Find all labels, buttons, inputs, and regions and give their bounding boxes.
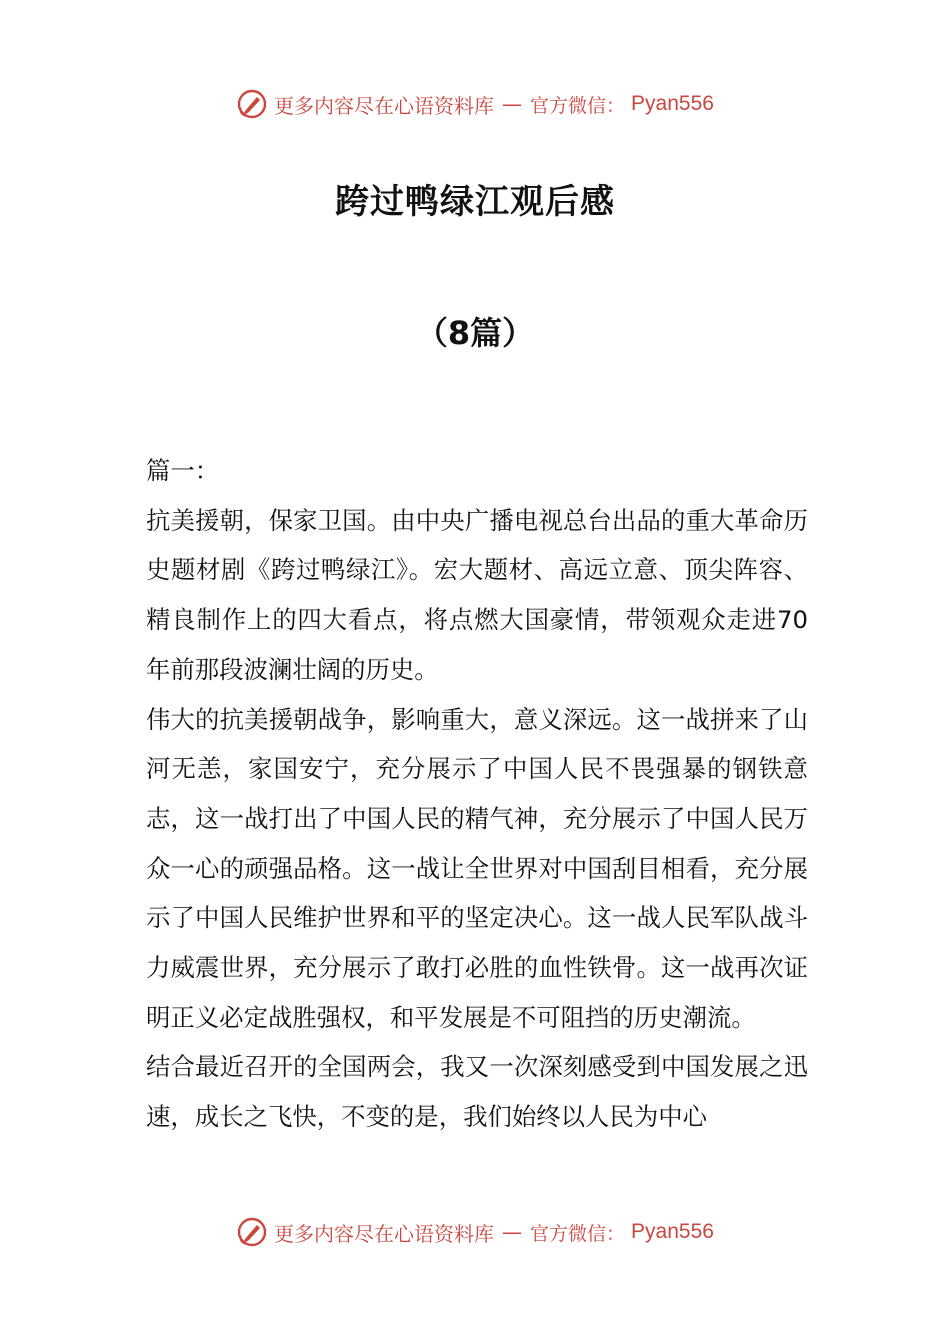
pen-logo-icon bbox=[236, 88, 268, 120]
promo-dash: — bbox=[502, 1220, 523, 1244]
document-title: 跨过鸭绿江观后感 bbox=[335, 182, 615, 222]
account-label: 官方微信： bbox=[530, 1222, 626, 1245]
section-label: 篇一： bbox=[146, 456, 220, 485]
document-count: （8篇） bbox=[415, 314, 535, 352]
footer-promo-banner bbox=[0, 1212, 950, 1252]
document-body bbox=[146, 446, 808, 1142]
promo-text: 更多内容尽在心语资料库 bbox=[274, 1221, 495, 1246]
account-label: 官方微信： bbox=[530, 94, 626, 117]
paragraph: 伟大的抗美援朝战争，影响重大，意义深远。这一战拼来了山河无恙，家国安宁，充分展示了中国人民不畏强暴的钢铁意志，这一战打出了中国人民的精气神，充分展示了中国人民万众一心的顽强品格。这一战让全世界对中国刮目相看，充分展示了中国人民维护世界和平的坚定决心。这一战人民军队战斗力威震世界，充分展示了敢打必胜的血性铁骨。这一战再次证明正义必定战胜强权，和平发展是不可阻挡的历史潮流。 bbox=[146, 704, 808, 1032]
account-id: Pyan556 bbox=[631, 92, 714, 115]
account-id: Pyan556 bbox=[631, 1220, 714, 1243]
promo-dash: — bbox=[502, 92, 523, 116]
paragraph: 结合最近召开的全国两会，我又一次深刻感受到中国发展之迅速，成长之飞快，不变的是，我们始终以人民为中心 bbox=[146, 1052, 808, 1132]
header-promo-banner bbox=[0, 84, 950, 124]
paragraph: 抗美援朝，保家卫国。由中央广播电视总台出品的重大革命历史题材剧《跨过鸭绿江》。宏大题材、高远立意、顶尖阵容、精良制作上的四大看点，将点燃大国豪情，带领观众走进70年前那段波澜壮阔的历史。 bbox=[146, 505, 808, 684]
pen-logo-icon bbox=[236, 1216, 268, 1248]
promo-text: 更多内容尽在心语资料库 bbox=[274, 93, 495, 118]
